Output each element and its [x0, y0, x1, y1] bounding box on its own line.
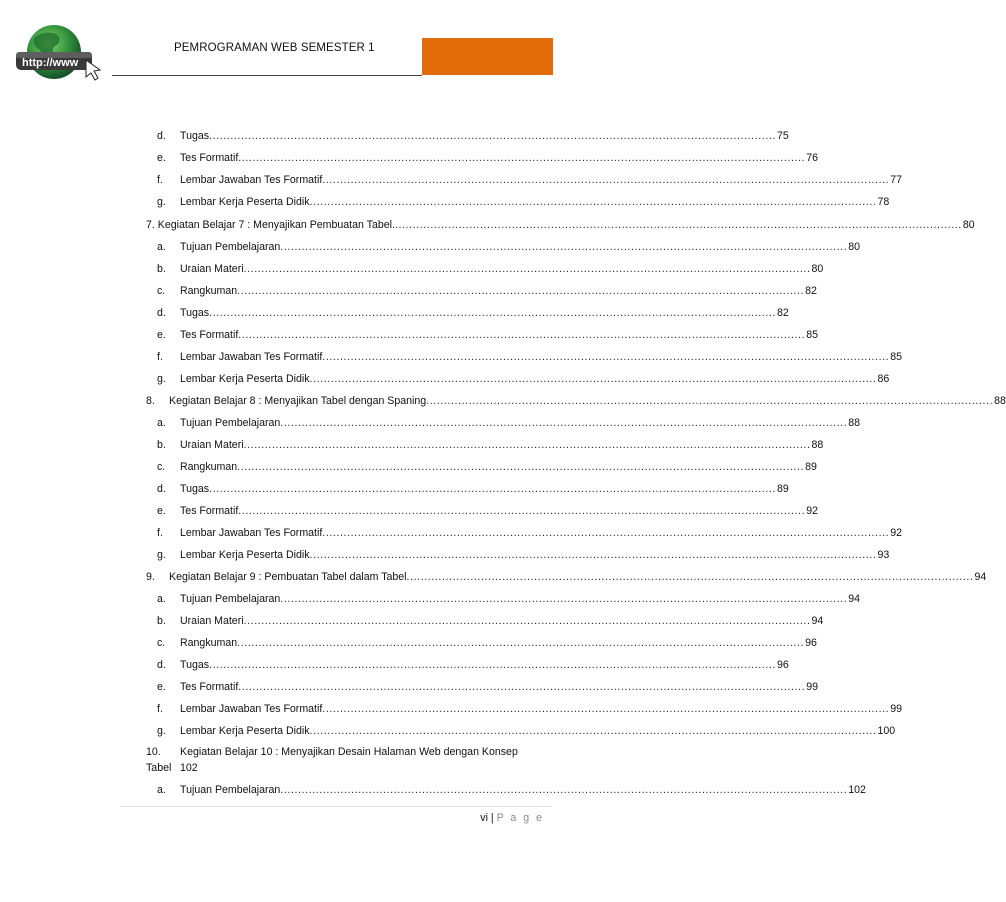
header-title: PEMROGRAMAN WEB SEMESTER 1 [174, 42, 375, 54]
header-accent-box [422, 38, 553, 75]
toc-entry-letter: a. [157, 241, 166, 253]
toc-chapter-page: 94 [974, 571, 987, 583]
toc-entry-title: Lembar Kerja Peserta Didik [180, 725, 310, 737]
toc-entry-letter: a. [157, 593, 166, 605]
toc-entry-page: 78 [877, 196, 890, 208]
toc-entry-title: Rangkuman [180, 285, 238, 297]
toc-entry-letter: d. [157, 659, 166, 671]
toc-entry-page: 96 [777, 659, 789, 671]
toc-entry-letter: b. [157, 439, 166, 451]
toc-entry-title: Rangkuman [180, 637, 238, 649]
toc-entry-title: Tujuan Pembelajaran [180, 417, 281, 429]
footer-rule [120, 806, 552, 807]
toc-entry-page: 82 [777, 307, 789, 319]
toc-entry-title: Lembar Kerja Peserta Didik [180, 549, 310, 561]
toc-entry-letter: g. [157, 549, 166, 561]
toc-entry-letter: e. [157, 681, 166, 693]
toc-entry-letter: f. [157, 703, 163, 715]
toc-entry-title: Tujuan Pembelajaran [180, 784, 281, 796]
toc-chapter-10-title: Kegiatan Belajar 10 : Menyajikan Desain Halaman Web dengan Konsep [180, 746, 518, 758]
toc-entry-title: Tugas [180, 130, 210, 142]
toc-entry-page: 85 [806, 329, 819, 341]
toc-entry-title: Tugas [180, 659, 210, 671]
page-footer [480, 812, 544, 824]
toc-entry-title: Lembar Kerja Peserta Didik [180, 373, 310, 385]
toc-entry-page: 76 [806, 152, 819, 164]
toc-entry-page: 96 [805, 637, 817, 649]
toc-entry-page: 88 [848, 417, 861, 429]
toc-entry-letter: g. [157, 725, 166, 737]
toc-entry-page: 86 [877, 373, 890, 385]
toc-entry-letter: g. [157, 373, 166, 385]
toc-entry-title: Lembar Jawaban Tes Formatif [180, 527, 323, 539]
toc-entry-title: Tes Formatif [180, 681, 239, 693]
toc-entry-title: Uraian Materi [180, 263, 244, 275]
toc-entry-letter: d. [157, 483, 166, 495]
toc-entry-page: 85 [890, 351, 903, 363]
toc-entry-page: 93 [877, 549, 890, 561]
toc-entry-title: Tes Formatif [180, 329, 239, 341]
toc-entry-letter: e. [157, 329, 166, 341]
toc-entry-title: Tugas [180, 483, 210, 495]
toc-entry-letter: d. [157, 307, 166, 319]
toc-entry-page: 99 [890, 703, 903, 715]
header-rule [112, 75, 422, 76]
toc-entry-page: 92 [806, 505, 819, 517]
toc-entry-page: 89 [777, 483, 789, 495]
toc-entry-page: 89 [805, 461, 817, 473]
toc-entry-title: Tes Formatif [180, 152, 239, 164]
toc-entry-title: Tugas [180, 307, 210, 319]
toc-entry-letter: a. [157, 784, 166, 796]
toc-entry-letter: d. [157, 130, 166, 142]
toc-entry-letter: f. [157, 174, 163, 186]
toc-chapter-page: 80 [962, 219, 975, 231]
toc-chapter-number: 8. [146, 395, 155, 407]
toc-entry-page: 99 [806, 681, 819, 693]
toc-entry-letter: c. [157, 461, 166, 473]
toc-entry-letter: e. [157, 152, 166, 164]
toc-entry-letter: c. [157, 285, 166, 297]
toc-entry-letter: e. [157, 505, 166, 517]
toc-entry-title: Lembar Jawaban Tes Formatif [180, 351, 323, 363]
toc-entry-page: 94 [811, 615, 824, 627]
toc-entry-title: Lembar Jawaban Tes Formatif [180, 174, 323, 186]
toc-entry-page: 80 [811, 263, 824, 275]
toc-entry-title: Lembar Jawaban Tes Formatif [180, 703, 323, 715]
toc-entry-title: Uraian Materi [180, 615, 244, 627]
footer-page-word: P a g e [496, 812, 544, 824]
toc-entry-letter: b. [157, 615, 166, 627]
toc-chapter-10-page: 102 [180, 762, 198, 774]
toc-chapter-title: Kegiatan Belajar 9 : Pembuatan Tabel dalam Tabel [169, 571, 407, 583]
toc-chapter-page: 88 [994, 395, 1006, 407]
toc-entry-title: Uraian Materi [180, 439, 244, 451]
logo-text: http://www [22, 57, 79, 69]
toc-chapter-title: 7. Kegiatan Belajar 7 : Menyajikan Pembuatan Tabel. [146, 219, 395, 231]
toc-entry-letter: a. [157, 417, 166, 429]
toc-entry-title: Tujuan Pembelajaran [180, 241, 281, 253]
toc-entry-page: 77 [890, 174, 903, 186]
toc-entry-page: 82 [805, 285, 817, 297]
toc-chapter-10-number: 10. [146, 746, 161, 758]
toc-entry-page: 92 [890, 527, 903, 539]
footer-separator: | [490, 812, 494, 824]
toc-entry-letter: f. [157, 527, 163, 539]
toc-entry-title: Rangkuman [180, 461, 238, 473]
toc-chapter-title: Kegiatan Belajar 8 : Menyajikan Tabel dengan Spaning [169, 395, 427, 407]
toc-chapter-number: 9. [146, 571, 155, 583]
toc-entry-title: Tujuan Pembelajaran [180, 593, 281, 605]
toc-entry-title: Lembar Kerja Peserta Didik [180, 196, 310, 208]
globe-logo-icon [14, 22, 106, 88]
toc-entry-letter: g. [157, 196, 166, 208]
toc-entry-letter: b. [157, 263, 166, 275]
toc-entry-page: 88 [811, 439, 824, 451]
toc-entry-title: Tes Formatif [180, 505, 239, 517]
toc-entry-letter: c. [157, 637, 166, 649]
toc-entry-page: 75 [777, 130, 789, 142]
toc-chapter-10-title-wrap: Tabel [146, 762, 172, 774]
document-page: http://www PEMROGRAMAN WEB SEMESTER 1 d. Tugas ................................................................................................................................................................ 75 e. Tes Formatif ................................................................................................................................................................ 76 f. Lembar Jawaban Tes Formatif ................................................................................................................................................................ 77 g. Lembar Kerja Peserta Didik ................................................................................................................................................................ 78 7. Kegiatan Belajar 7 : Menyajikan Pembuatan Tabel. ................................................................................................................................................................ 80 a. Tujuan Pembelajaran ................................................................................................................................................................ 80 b. Uraian Materi ................................................................................................................................................................ 80 c. Rangkuman ................................................................................................................................................................ 82 d. Tugas ................................................................................................................................................................ 82 e. Tes Formatif ................................................................................................................................................................ 85 f. Lembar Jawaban Tes Formatif ................................................................................................................................................................ 85 g. Lembar Kerja Peserta Didik ................................................................................................................................................................ 86 8. Kegiatan Belajar 8 : Menyajikan Tabel dengan Spaning ................................................................................................................................................................ 88 a. Tujuan Pembelajaran ................................................................................................................................................................ 88 b. Uraian Materi ................................................................................................................................................................ 88 c. Rangkuman ................................................................................................................................................................ 89 d. Tugas ................................................................................................................................................................ 89 e. Tes Formatif ................................................................................................................................................................ 92 f. Lembar Jawaban Tes Formatif ................................................................................................................................................................ 92 g. Lembar Kerja Peserta Didik ................................................................................................................................................................ 93 9. Kegiatan Belajar 9 : Pembuatan Tabel dalam Tabel ................................................................................................................................................................ 94 a. Tujuan Pembelajaran ................................................................................................................................................................ 94 b. Uraian Materi ................................................................................................................................................................ 94 c. Rangkuman ................................................................................................................................................................ 96 d. Tugas ................................................................................................................................................................ 96 e. Tes Formatif ................................................................................................................................................................ 99 f. Lembar Jawaban Tes Formatif ................................................................................................................................................................ 99 g. Lembar Kerja Peserta Didik ................................................................................................................................................................ 100 10. Kegiatan Belajar 10 : Menyajikan Desain Halaman Web dengan Konsep Tabel 102 a. Tujuan Pembelajaran ................................................................................................................................................................ 102 vi | P a g e [0, 0, 638, 902]
toc-entry-letter: f. [157, 351, 163, 363]
toc-entry-page: 100 [877, 725, 896, 737]
footer-page-number: vi [480, 812, 488, 824]
toc-entry-page: 94 [848, 593, 861, 605]
toc-entry-page: 80 [848, 241, 861, 253]
toc-entry-page: 102 [848, 784, 866, 796]
